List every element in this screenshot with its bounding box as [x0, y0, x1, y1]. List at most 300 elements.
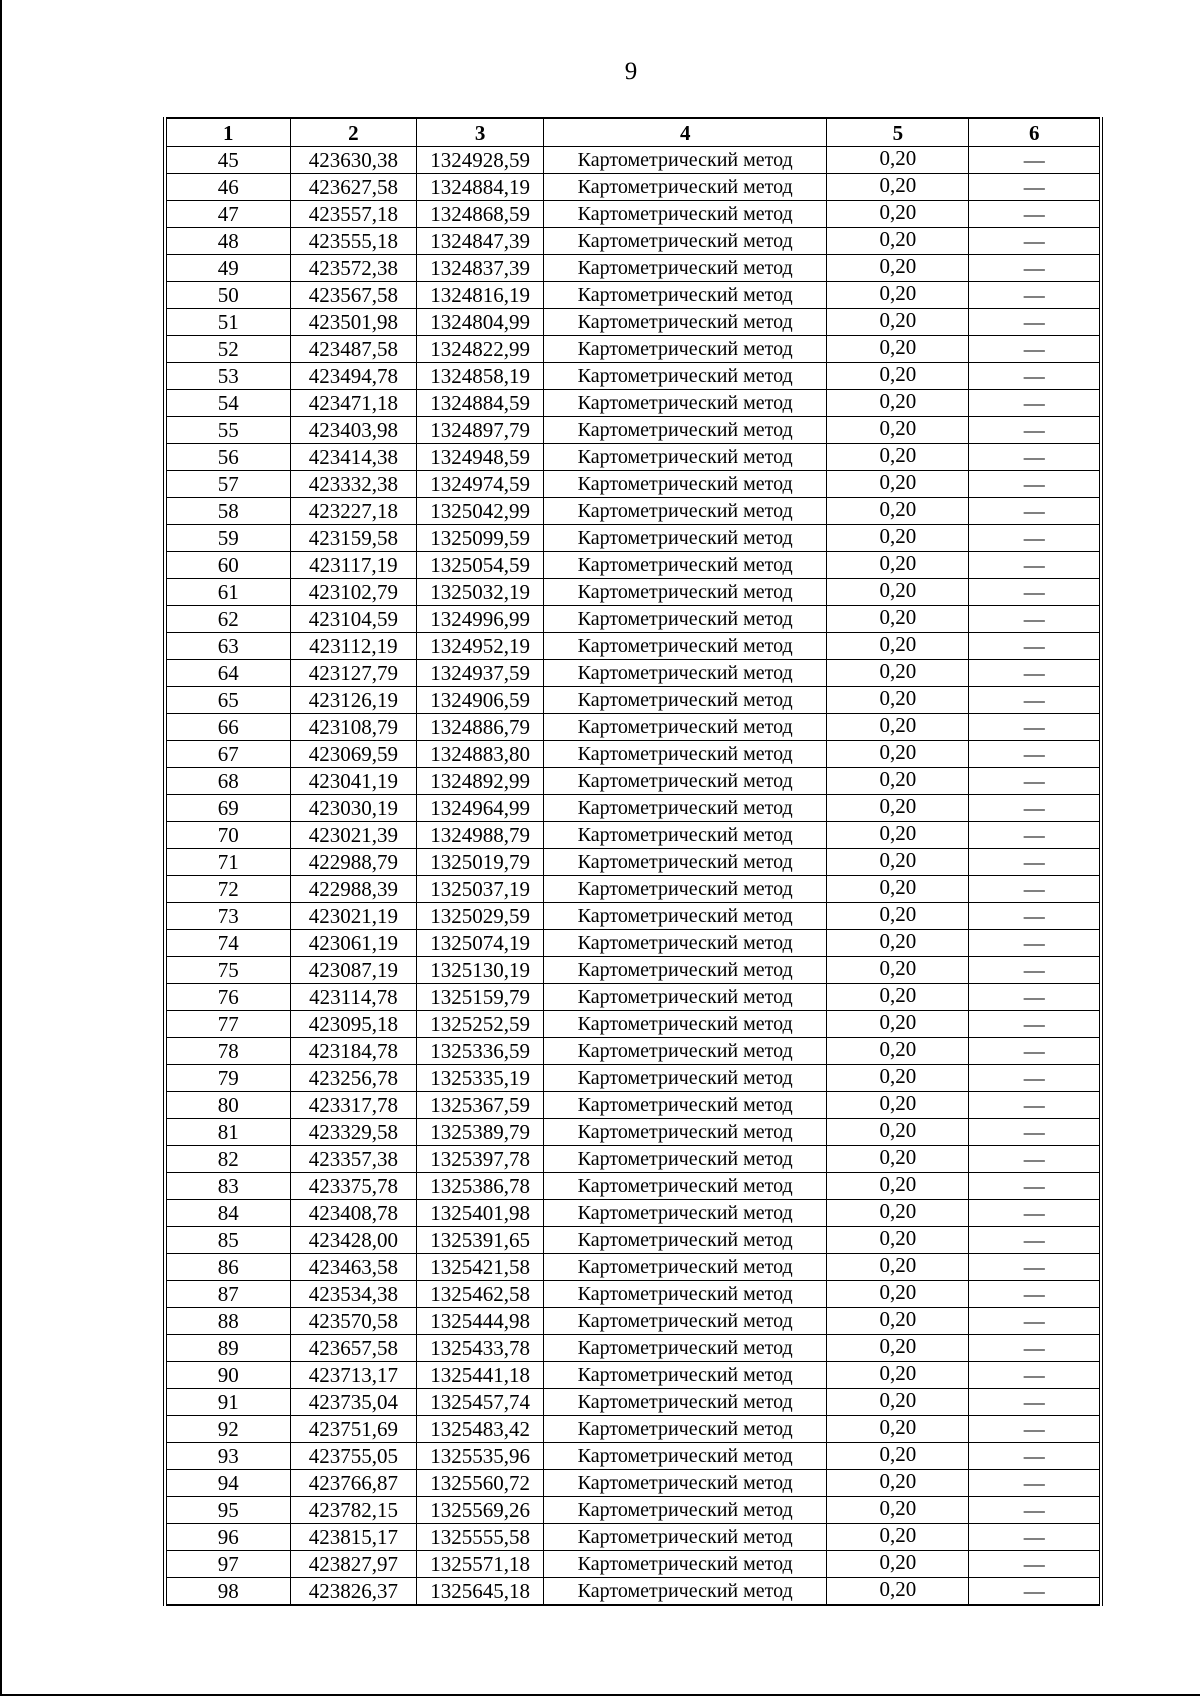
- note-cell: —: [969, 336, 1101, 363]
- accuracy-cell: 0,20: [827, 1146, 969, 1173]
- y-coordinate-cell: 1324928,59: [417, 147, 544, 174]
- table-row: [165, 1092, 1101, 1119]
- point-number-cell: 89: [165, 1335, 290, 1362]
- accuracy-cell: 0,20: [827, 417, 969, 444]
- table-row: [165, 768, 1101, 795]
- y-coordinate-cell: 1324937,59: [417, 660, 544, 687]
- x-coordinate-cell: 423375,78: [290, 1173, 417, 1200]
- method-cell: Картометрический метод: [544, 336, 827, 363]
- method-cell: Картометрический метод: [544, 390, 827, 417]
- x-coordinate-cell: 423630,38: [290, 147, 417, 174]
- accuracy-cell: 0,20: [827, 1308, 969, 1335]
- y-coordinate-cell: 1324952,19: [417, 633, 544, 660]
- point-number-cell: 64: [165, 660, 290, 687]
- x-coordinate-cell: 423827,97: [290, 1551, 417, 1578]
- y-coordinate-cell: 1325421,58: [417, 1254, 544, 1281]
- note-cell: —: [969, 1146, 1101, 1173]
- accuracy-cell: 0,20: [827, 309, 969, 336]
- method-cell: Картометрический метод: [544, 768, 827, 795]
- accuracy-cell: 0,20: [827, 1497, 969, 1524]
- x-coordinate-cell: 423127,79: [290, 660, 417, 687]
- accuracy-cell: 0,20: [827, 1362, 969, 1389]
- accuracy-cell: 0,20: [827, 336, 969, 363]
- point-number-cell: 79: [165, 1065, 290, 1092]
- table-row: [165, 984, 1101, 1011]
- x-coordinate-cell: 423408,78: [290, 1200, 417, 1227]
- table-row: [165, 1362, 1101, 1389]
- point-number-cell: 97: [165, 1551, 290, 1578]
- x-coordinate-cell: 423114,78: [290, 984, 417, 1011]
- y-coordinate-cell: 1325389,79: [417, 1119, 544, 1146]
- note-cell: —: [969, 498, 1101, 525]
- x-coordinate-cell: 423463,58: [290, 1254, 417, 1281]
- accuracy-cell: 0,20: [827, 1335, 969, 1362]
- x-coordinate-cell: 423567,58: [290, 282, 417, 309]
- accuracy-cell: 0,20: [827, 444, 969, 471]
- x-coordinate-cell: 423117,19: [290, 552, 417, 579]
- point-number-cell: 45: [165, 147, 290, 174]
- y-coordinate-cell: 1324816,19: [417, 282, 544, 309]
- note-cell: —: [969, 147, 1101, 174]
- note-cell: —: [969, 1470, 1101, 1497]
- y-coordinate-cell: 1325054,59: [417, 552, 544, 579]
- table-row: [165, 1578, 1101, 1606]
- x-coordinate-cell: 423713,17: [290, 1362, 417, 1389]
- y-coordinate-cell: 1325571,18: [417, 1551, 544, 1578]
- accuracy-cell: 0,20: [827, 984, 969, 1011]
- method-cell: Картометрический метод: [544, 903, 827, 930]
- accuracy-cell: 0,20: [827, 741, 969, 768]
- point-number-cell: 48: [165, 228, 290, 255]
- y-coordinate-cell: 1325037,19: [417, 876, 544, 903]
- point-number-cell: 47: [165, 201, 290, 228]
- accuracy-cell: 0,20: [827, 552, 969, 579]
- y-coordinate-cell: 1324948,59: [417, 444, 544, 471]
- x-coordinate-cell: 423256,78: [290, 1065, 417, 1092]
- accuracy-cell: 0,20: [827, 390, 969, 417]
- table-row: [165, 903, 1101, 930]
- table-row: [165, 849, 1101, 876]
- method-cell: Картометрический метод: [544, 876, 827, 903]
- table-row: [165, 174, 1101, 201]
- point-number-cell: 84: [165, 1200, 290, 1227]
- header-col-4: 4: [544, 118, 827, 147]
- table-row: [165, 606, 1101, 633]
- y-coordinate-cell: 1324964,99: [417, 795, 544, 822]
- point-number-cell: 66: [165, 714, 290, 741]
- method-cell: Картометрический метод: [544, 1335, 827, 1362]
- note-cell: —: [969, 1497, 1101, 1524]
- y-coordinate-cell: 1325645,18: [417, 1578, 544, 1606]
- point-number-cell: 82: [165, 1146, 290, 1173]
- y-coordinate-cell: 1325560,72: [417, 1470, 544, 1497]
- y-coordinate-cell: 1325433,78: [417, 1335, 544, 1362]
- note-cell: —: [969, 768, 1101, 795]
- point-number-cell: 60: [165, 552, 290, 579]
- y-coordinate-cell: 1324897,79: [417, 417, 544, 444]
- point-number-cell: 85: [165, 1227, 290, 1254]
- table-row: [165, 1443, 1101, 1470]
- note-cell: —: [969, 1200, 1101, 1227]
- note-cell: —: [969, 1389, 1101, 1416]
- accuracy-cell: 0,20: [827, 1578, 969, 1606]
- method-cell: Картометрический метод: [544, 228, 827, 255]
- method-cell: Картометрический метод: [544, 1389, 827, 1416]
- header-col-1: 1: [165, 118, 290, 147]
- x-coordinate-cell: 423501,98: [290, 309, 417, 336]
- method-cell: Картометрический метод: [544, 1551, 827, 1578]
- point-number-cell: 49: [165, 255, 290, 282]
- point-number-cell: 74: [165, 930, 290, 957]
- note-cell: —: [969, 1065, 1101, 1092]
- table-row: [165, 1389, 1101, 1416]
- y-coordinate-cell: 1325032,19: [417, 579, 544, 606]
- method-cell: Картометрический метод: [544, 957, 827, 984]
- y-coordinate-cell: 1324906,59: [417, 687, 544, 714]
- accuracy-cell: 0,20: [827, 876, 969, 903]
- accuracy-cell: 0,20: [827, 498, 969, 525]
- point-number-cell: 81: [165, 1119, 290, 1146]
- x-coordinate-cell: 423329,58: [290, 1119, 417, 1146]
- table-row: [165, 687, 1101, 714]
- x-coordinate-cell: 423021,39: [290, 822, 417, 849]
- table-row: [165, 525, 1101, 552]
- note-cell: —: [969, 1119, 1101, 1146]
- y-coordinate-cell: 1325555,58: [417, 1524, 544, 1551]
- table-row: [165, 876, 1101, 903]
- x-coordinate-cell: 423572,38: [290, 255, 417, 282]
- note-cell: —: [969, 174, 1101, 201]
- accuracy-cell: 0,20: [827, 822, 969, 849]
- method-cell: Картометрический метод: [544, 174, 827, 201]
- note-cell: —: [969, 1524, 1101, 1551]
- y-coordinate-cell: 1324837,39: [417, 255, 544, 282]
- y-coordinate-cell: 1325074,19: [417, 930, 544, 957]
- point-number-cell: 77: [165, 1011, 290, 1038]
- y-coordinate-cell: 1325029,59: [417, 903, 544, 930]
- x-coordinate-cell: 423414,38: [290, 444, 417, 471]
- method-cell: Картометрический метод: [544, 1254, 827, 1281]
- accuracy-cell: 0,20: [827, 606, 969, 633]
- table-row: [165, 1146, 1101, 1173]
- table-row: [165, 1227, 1101, 1254]
- y-coordinate-cell: 1325483,42: [417, 1416, 544, 1443]
- coordinates-table: [163, 117, 1103, 1606]
- y-coordinate-cell: 1325019,79: [417, 849, 544, 876]
- note-cell: —: [969, 795, 1101, 822]
- note-cell: —: [969, 1551, 1101, 1578]
- method-cell: Картометрический метод: [544, 498, 827, 525]
- point-number-cell: 80: [165, 1092, 290, 1119]
- method-cell: Картометрический метод: [544, 984, 827, 1011]
- header-col-2: 2: [290, 118, 417, 147]
- x-coordinate-cell: 423627,58: [290, 174, 417, 201]
- method-cell: Картометрический метод: [544, 849, 827, 876]
- table-header-row: [165, 118, 1101, 147]
- x-coordinate-cell: 423487,58: [290, 336, 417, 363]
- point-number-cell: 59: [165, 525, 290, 552]
- accuracy-cell: 0,20: [827, 1200, 969, 1227]
- y-coordinate-cell: 1325335,19: [417, 1065, 544, 1092]
- x-coordinate-cell: 423104,59: [290, 606, 417, 633]
- method-cell: Картометрический метод: [544, 525, 827, 552]
- y-coordinate-cell: 1325099,59: [417, 525, 544, 552]
- method-cell: Картометрический метод: [544, 1281, 827, 1308]
- method-cell: Картометрический метод: [544, 1497, 827, 1524]
- table-row: [165, 336, 1101, 363]
- note-cell: —: [969, 822, 1101, 849]
- x-coordinate-cell: 423755,05: [290, 1443, 417, 1470]
- accuracy-cell: 0,20: [827, 147, 969, 174]
- note-cell: —: [969, 606, 1101, 633]
- x-coordinate-cell: 423766,87: [290, 1470, 417, 1497]
- table-row: [165, 363, 1101, 390]
- note-cell: —: [969, 687, 1101, 714]
- x-coordinate-cell: 423061,19: [290, 930, 417, 957]
- method-cell: Картометрический метод: [544, 363, 827, 390]
- x-coordinate-cell: 423126,19: [290, 687, 417, 714]
- y-coordinate-cell: 1324884,19: [417, 174, 544, 201]
- x-coordinate-cell: 423095,18: [290, 1011, 417, 1038]
- x-coordinate-cell: 423428,00: [290, 1227, 417, 1254]
- x-coordinate-cell: 422988,79: [290, 849, 417, 876]
- header-col-6: 6: [969, 118, 1101, 147]
- point-number-cell: 88: [165, 1308, 290, 1335]
- accuracy-cell: 0,20: [827, 1227, 969, 1254]
- accuracy-cell: 0,20: [827, 687, 969, 714]
- y-coordinate-cell: 1325252,59: [417, 1011, 544, 1038]
- point-number-cell: 90: [165, 1362, 290, 1389]
- method-cell: Картометрический метод: [544, 255, 827, 282]
- page-left-edge-line: [0, 0, 2, 1696]
- x-coordinate-cell: 423102,79: [290, 579, 417, 606]
- table-row: [165, 714, 1101, 741]
- accuracy-cell: 0,20: [827, 1281, 969, 1308]
- point-number-cell: 46: [165, 174, 290, 201]
- table-row: [165, 498, 1101, 525]
- accuracy-cell: 0,20: [827, 525, 969, 552]
- table-row: [165, 390, 1101, 417]
- y-coordinate-cell: 1325401,98: [417, 1200, 544, 1227]
- y-coordinate-cell: 1324884,59: [417, 390, 544, 417]
- y-coordinate-cell: 1324868,59: [417, 201, 544, 228]
- note-cell: —: [969, 363, 1101, 390]
- point-number-cell: 75: [165, 957, 290, 984]
- y-coordinate-cell: 1324996,99: [417, 606, 544, 633]
- accuracy-cell: 0,20: [827, 255, 969, 282]
- note-cell: —: [969, 714, 1101, 741]
- method-cell: Картометрический метод: [544, 1470, 827, 1497]
- point-number-cell: 87: [165, 1281, 290, 1308]
- header-col-3: 3: [417, 118, 544, 147]
- accuracy-cell: 0,20: [827, 1254, 969, 1281]
- y-coordinate-cell: 1325457,74: [417, 1389, 544, 1416]
- note-cell: —: [969, 1092, 1101, 1119]
- accuracy-cell: 0,20: [827, 930, 969, 957]
- accuracy-cell: 0,20: [827, 1092, 969, 1119]
- note-cell: —: [969, 444, 1101, 471]
- table-row: [165, 552, 1101, 579]
- point-number-cell: 56: [165, 444, 290, 471]
- method-cell: Картометрический метод: [544, 660, 827, 687]
- accuracy-cell: 0,20: [827, 1443, 969, 1470]
- table-row: [165, 1335, 1101, 1362]
- y-coordinate-cell: 1324804,99: [417, 309, 544, 336]
- x-coordinate-cell: 423184,78: [290, 1038, 417, 1065]
- point-number-cell: 93: [165, 1443, 290, 1470]
- method-cell: Картометрический метод: [544, 606, 827, 633]
- table-row: [165, 147, 1101, 174]
- note-cell: —: [969, 1011, 1101, 1038]
- method-cell: Картометрический метод: [544, 714, 827, 741]
- point-number-cell: 65: [165, 687, 290, 714]
- point-number-cell: 78: [165, 1038, 290, 1065]
- table-row: [165, 1254, 1101, 1281]
- table-row: [165, 1551, 1101, 1578]
- point-number-cell: 55: [165, 417, 290, 444]
- x-coordinate-cell: 423815,17: [290, 1524, 417, 1551]
- point-number-cell: 71: [165, 849, 290, 876]
- table-row: [165, 822, 1101, 849]
- accuracy-cell: 0,20: [827, 174, 969, 201]
- x-coordinate-cell: 423826,37: [290, 1578, 417, 1606]
- x-coordinate-cell: 423534,38: [290, 1281, 417, 1308]
- y-coordinate-cell: 1324974,59: [417, 471, 544, 498]
- x-coordinate-cell: 423069,59: [290, 741, 417, 768]
- table-row: [165, 795, 1101, 822]
- header-col-5: 5: [827, 118, 969, 147]
- point-number-cell: 92: [165, 1416, 290, 1443]
- y-coordinate-cell: 1324988,79: [417, 822, 544, 849]
- accuracy-cell: 0,20: [827, 633, 969, 660]
- method-cell: Картометрический метод: [544, 741, 827, 768]
- note-cell: —: [969, 1578, 1101, 1606]
- accuracy-cell: 0,20: [827, 1119, 969, 1146]
- table-row: [165, 282, 1101, 309]
- y-coordinate-cell: 1324847,39: [417, 228, 544, 255]
- accuracy-cell: 0,20: [827, 1038, 969, 1065]
- table-row: [165, 1011, 1101, 1038]
- point-number-cell: 91: [165, 1389, 290, 1416]
- x-coordinate-cell: 423030,19: [290, 795, 417, 822]
- point-number-cell: 62: [165, 606, 290, 633]
- method-cell: Картометрический метод: [544, 471, 827, 498]
- note-cell: —: [969, 1335, 1101, 1362]
- y-coordinate-cell: 1324822,99: [417, 336, 544, 363]
- table-row: [165, 1200, 1101, 1227]
- method-cell: Картометрический метод: [544, 552, 827, 579]
- accuracy-cell: 0,20: [827, 471, 969, 498]
- note-cell: —: [969, 903, 1101, 930]
- table-row: [165, 201, 1101, 228]
- accuracy-cell: 0,20: [827, 1065, 969, 1092]
- note-cell: —: [969, 309, 1101, 336]
- point-number-cell: 53: [165, 363, 290, 390]
- method-cell: Картометрический метод: [544, 1524, 827, 1551]
- x-coordinate-cell: 423403,98: [290, 417, 417, 444]
- note-cell: —: [969, 633, 1101, 660]
- y-coordinate-cell: 1324883,80: [417, 741, 544, 768]
- x-coordinate-cell: 423159,58: [290, 525, 417, 552]
- method-cell: Картометрический метод: [544, 795, 827, 822]
- note-cell: —: [969, 471, 1101, 498]
- table-row: [165, 1173, 1101, 1200]
- note-cell: —: [969, 1038, 1101, 1065]
- y-coordinate-cell: 1325159,79: [417, 984, 544, 1011]
- method-cell: Картометрический метод: [544, 1443, 827, 1470]
- note-cell: —: [969, 1416, 1101, 1443]
- x-coordinate-cell: 422988,39: [290, 876, 417, 903]
- point-number-cell: 63: [165, 633, 290, 660]
- point-number-cell: 72: [165, 876, 290, 903]
- point-number-cell: 58: [165, 498, 290, 525]
- accuracy-cell: 0,20: [827, 201, 969, 228]
- point-number-cell: 86: [165, 1254, 290, 1281]
- y-coordinate-cell: 1325569,26: [417, 1497, 544, 1524]
- y-coordinate-cell: 1324886,79: [417, 714, 544, 741]
- point-number-cell: 73: [165, 903, 290, 930]
- x-coordinate-cell: 423227,18: [290, 498, 417, 525]
- method-cell: Картометрический метод: [544, 1119, 827, 1146]
- page-number: 9: [624, 58, 638, 85]
- point-number-cell: 83: [165, 1173, 290, 1200]
- method-cell: Картометрический метод: [544, 417, 827, 444]
- accuracy-cell: 0,20: [827, 1524, 969, 1551]
- table-row: [165, 309, 1101, 336]
- x-coordinate-cell: 423471,18: [290, 390, 417, 417]
- method-cell: Картометрический метод: [544, 1038, 827, 1065]
- x-coordinate-cell: 423657,58: [290, 1335, 417, 1362]
- method-cell: Картометрический метод: [544, 147, 827, 174]
- method-cell: Картометрический метод: [544, 1173, 827, 1200]
- x-coordinate-cell: 423555,18: [290, 228, 417, 255]
- table-row: [165, 741, 1101, 768]
- method-cell: Картометрический метод: [544, 1308, 827, 1335]
- point-number-cell: 95: [165, 1497, 290, 1524]
- note-cell: —: [969, 201, 1101, 228]
- note-cell: —: [969, 1308, 1101, 1335]
- point-number-cell: 98: [165, 1578, 290, 1606]
- note-cell: —: [969, 741, 1101, 768]
- point-number-cell: 96: [165, 1524, 290, 1551]
- point-number-cell: 67: [165, 741, 290, 768]
- method-cell: Картометрический метод: [544, 1146, 827, 1173]
- y-coordinate-cell: 1324858,19: [417, 363, 544, 390]
- note-cell: —: [969, 552, 1101, 579]
- note-cell: —: [969, 1362, 1101, 1389]
- y-coordinate-cell: 1325367,59: [417, 1092, 544, 1119]
- x-coordinate-cell: 423570,58: [290, 1308, 417, 1335]
- accuracy-cell: 0,20: [827, 1011, 969, 1038]
- table-row: [165, 1038, 1101, 1065]
- point-number-cell: 94: [165, 1470, 290, 1497]
- y-coordinate-cell: 1325462,58: [417, 1281, 544, 1308]
- method-cell: Картометрический метод: [544, 1362, 827, 1389]
- y-coordinate-cell: 1325386,78: [417, 1173, 544, 1200]
- y-coordinate-cell: 1325444,98: [417, 1308, 544, 1335]
- method-cell: Картометрический метод: [544, 1578, 827, 1606]
- method-cell: Картометрический метод: [544, 1011, 827, 1038]
- x-coordinate-cell: 423041,19: [290, 768, 417, 795]
- note-cell: —: [969, 660, 1101, 687]
- point-number-cell: 69: [165, 795, 290, 822]
- note-cell: —: [969, 525, 1101, 552]
- point-number-cell: 50: [165, 282, 290, 309]
- note-cell: —: [969, 255, 1101, 282]
- y-coordinate-cell: 1325042,99: [417, 498, 544, 525]
- table-row: [165, 1065, 1101, 1092]
- point-number-cell: 54: [165, 390, 290, 417]
